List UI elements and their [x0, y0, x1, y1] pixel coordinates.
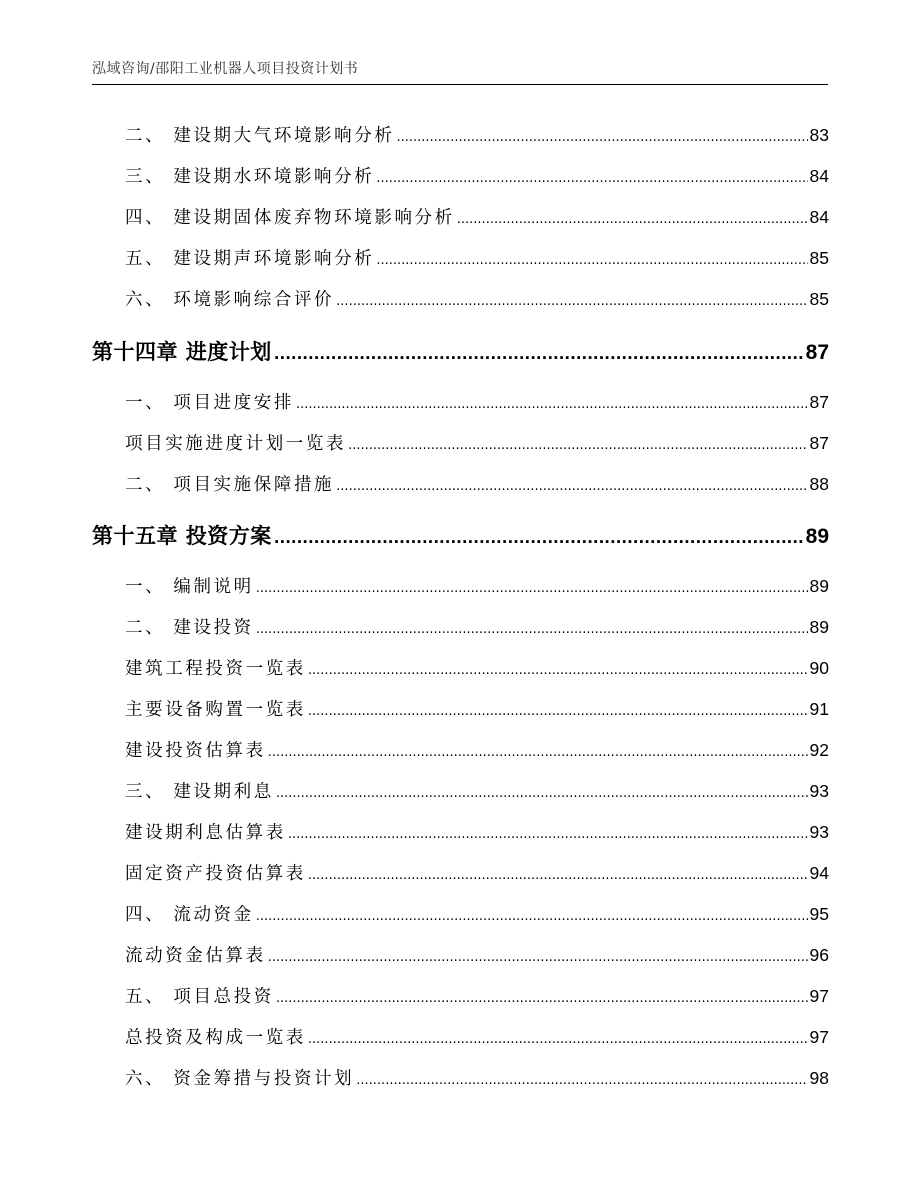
toc-entry-page: 93: [809, 781, 829, 801]
toc-dot-leader: [376, 167, 807, 187]
toc-dot-leader: [256, 577, 808, 597]
toc-dot-leader: [308, 1028, 808, 1048]
toc-dot-leader: [276, 987, 808, 1007]
toc-dot-leader: [276, 782, 808, 802]
toc-entry-title: 建设期利息估算表: [125, 823, 286, 843]
toc-entry-page: 96: [809, 945, 829, 965]
toc-entry-page: 95: [809, 904, 829, 924]
toc-dot-leader: [396, 126, 807, 146]
toc-entry-page: 85: [809, 248, 829, 268]
toc-entry-page: 93: [809, 822, 829, 842]
toc-chapter-title: 第十五章 投资方案: [92, 524, 272, 548]
toc-entry-page: 90: [809, 658, 829, 678]
toc-entry-title: 三、 建设期水环境影响分析: [125, 167, 375, 187]
toc-entry-page: 84: [809, 207, 829, 227]
toc-entry[interactable]: [125, 204, 829, 229]
toc-entry-page: 83: [809, 125, 829, 145]
toc-entry[interactable]: [125, 696, 829, 721]
toc-entry[interactable]: [125, 983, 829, 1008]
toc-entry[interactable]: [125, 819, 829, 844]
toc-entry[interactable]: [125, 1024, 829, 1049]
toc-entry[interactable]: [125, 655, 829, 680]
toc-dot-leader: [268, 946, 808, 966]
toc-dot-leader: [336, 290, 807, 310]
toc-entry[interactable]: [125, 430, 829, 455]
toc-chapter-page: 87: [805, 341, 829, 364]
toc-entry-page: 87: [809, 433, 829, 453]
toc-entry-page: 92: [809, 740, 829, 760]
toc-entry[interactable]: [125, 245, 829, 270]
toc-entry-title: 建筑工程投资一览表: [125, 659, 306, 679]
toc-dot-leader: [296, 393, 808, 413]
toc-entry-title: 固定资产投资估算表: [125, 864, 306, 884]
toc-dot-leader: [308, 864, 808, 884]
toc-dot-leader: [348, 434, 807, 454]
toc-dot-leader: [274, 524, 804, 548]
toc-entry[interactable]: [125, 163, 829, 188]
toc-entry[interactable]: [125, 737, 829, 762]
toc-entry-page: 97: [809, 1027, 829, 1047]
toc-entry-page: 97: [809, 986, 829, 1006]
toc-entry[interactable]: [125, 860, 829, 885]
toc-dot-leader: [308, 659, 808, 679]
toc-chapter-entry[interactable]: [92, 520, 829, 550]
toc-entry-title: 二、 建设期大气环境影响分析: [125, 126, 395, 146]
toc-entry-page: 84: [809, 166, 829, 186]
toc-entry-title: 六、 资金筹措与投资计划: [125, 1069, 355, 1089]
toc-entry-title: 建设投资估算表: [125, 741, 266, 761]
toc-entry-title: 四、 流动资金: [125, 905, 254, 925]
toc-entry[interactable]: [125, 122, 829, 147]
toc-dot-leader: [256, 905, 808, 925]
toc-dot-leader: [457, 208, 808, 228]
toc-entry-page: 85: [809, 289, 829, 309]
toc-entry-title: 一、 编制说明: [125, 577, 254, 597]
toc-entry-page: 98: [809, 1068, 829, 1088]
toc-entry-page: 89: [809, 576, 829, 596]
toc-entry[interactable]: [125, 286, 829, 311]
toc-chapter-title: 第十四章 进度计划: [92, 340, 272, 364]
toc-entry-title: 二、 建设投资: [125, 618, 254, 638]
toc-entry-title: 五、 建设期声环境影响分析: [125, 249, 375, 269]
toc-entry-title: 五、 项目总投资: [125, 987, 274, 1007]
toc-entry-page: 88: [809, 474, 829, 494]
toc-entry-title: 四、 建设期固体废弃物环境影响分析: [125, 208, 455, 228]
toc-dot-leader: [256, 618, 808, 638]
toc-entry[interactable]: [125, 471, 829, 496]
header-title: 泓域咨询/邵阳工业机器人项目投资计划书: [92, 61, 359, 77]
toc-dot-leader: [336, 475, 807, 495]
toc-entry-page: 87: [809, 392, 829, 412]
toc-dot-leader: [268, 741, 808, 761]
toc-entry[interactable]: [125, 389, 829, 414]
toc-dot-leader: [356, 1069, 807, 1089]
toc-entry[interactable]: [125, 778, 829, 803]
toc-entry-title: 二、 项目实施保障措施: [125, 475, 335, 495]
toc-entry[interactable]: [125, 573, 829, 598]
toc-entry-page: 89: [809, 617, 829, 637]
toc-entry[interactable]: [125, 901, 829, 926]
toc-entry-page: 91: [809, 699, 829, 719]
toc-entry[interactable]: [125, 614, 829, 639]
toc-entry-title: 项目实施进度计划一览表: [125, 434, 347, 454]
toc-entry-title: 六、 环境影响综合评价: [125, 290, 335, 310]
toc-entry-page: 94: [809, 863, 829, 883]
toc-chapter-entry[interactable]: [92, 336, 829, 366]
toc-dot-leader: [288, 823, 808, 843]
toc-entry-title: 三、 建设期利息: [125, 782, 274, 802]
toc-dot-leader: [274, 340, 804, 364]
toc-entry-title: 主要设备购置一览表: [125, 700, 306, 720]
toc-entry-title: 一、 项目进度安排: [125, 393, 294, 413]
toc-entry[interactable]: [125, 942, 829, 967]
toc-dot-leader: [308, 700, 808, 720]
toc-dot-leader: [376, 249, 807, 269]
toc-entry-title: 流动资金估算表: [125, 946, 266, 966]
toc-chapter-page: 89: [805, 525, 829, 548]
toc-entry[interactable]: [125, 1065, 829, 1090]
toc-entry-title: 总投资及构成一览表: [125, 1028, 306, 1048]
